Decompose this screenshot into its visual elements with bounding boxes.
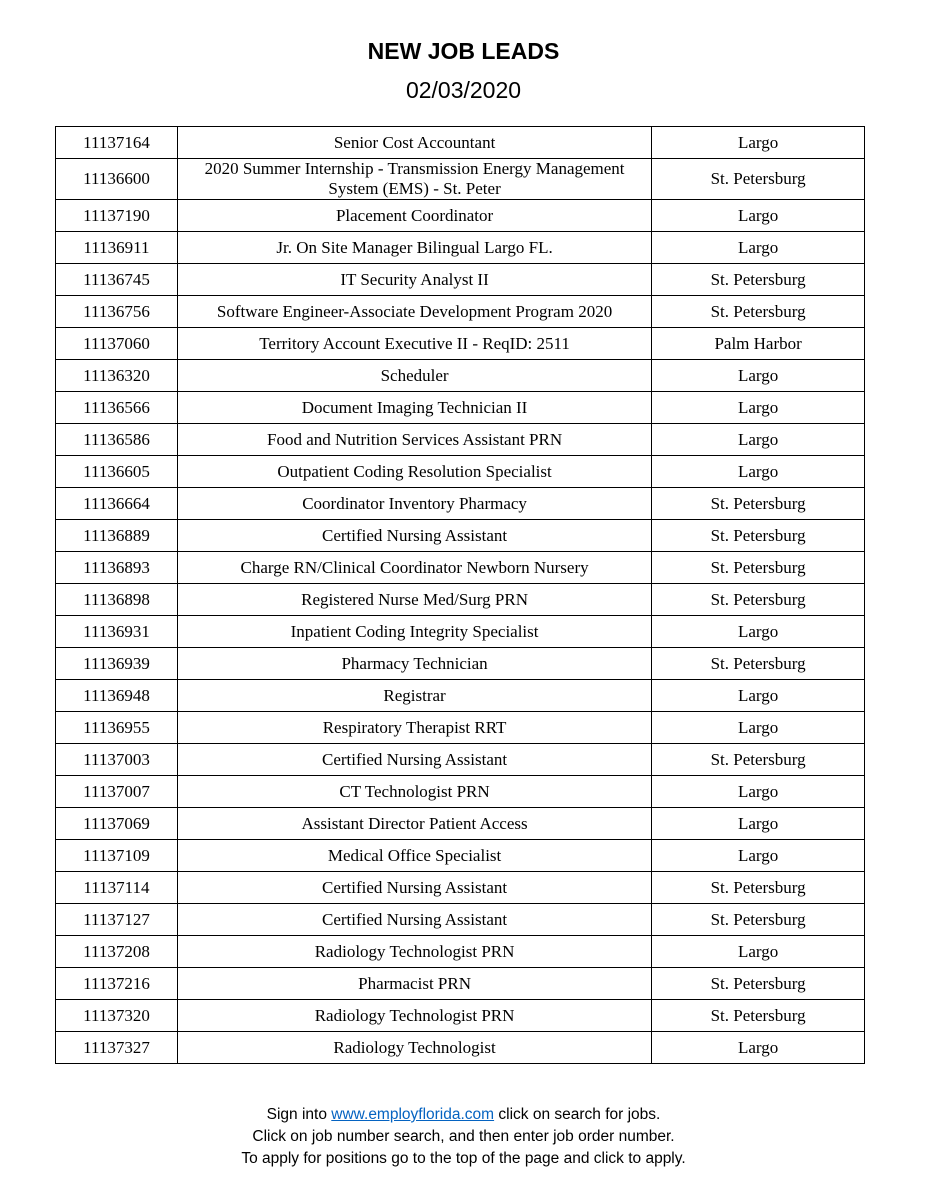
- job-location-cell: Largo: [652, 712, 865, 744]
- job-number-cell: 11137003: [56, 744, 178, 776]
- job-leads-body: [56, 127, 865, 1064]
- job-number-cell: 11137327: [56, 1032, 178, 1064]
- job-location-cell: St. Petersburg: [652, 584, 865, 616]
- job-location-cell: St. Petersburg: [652, 648, 865, 680]
- page-date: 02/03/2020: [405, 77, 522, 103]
- job-number-cell: 11137164: [56, 127, 178, 159]
- job-title-cell: Senior Cost Accountant: [177, 127, 651, 159]
- job-row: [56, 872, 865, 904]
- job-row: [56, 936, 865, 968]
- job-location-cell: St. Petersburg: [652, 744, 865, 776]
- instruction-line-2: Click on job number search, and then enter job order number.: [252, 1128, 675, 1145]
- job-location-cell: Largo: [652, 360, 865, 392]
- job-row: [56, 808, 865, 840]
- job-title-cell: IT Security Analyst II: [177, 264, 651, 296]
- job-location-cell: Largo: [652, 456, 865, 488]
- job-row: [56, 904, 865, 936]
- job-location-cell: St. Petersburg: [652, 296, 865, 328]
- job-number-cell: 11136893: [56, 552, 178, 584]
- job-row: [56, 616, 865, 648]
- job-row: [56, 968, 865, 1000]
- job-location-cell: Largo: [652, 232, 865, 264]
- job-title-cell: Medical Office Specialist: [177, 840, 651, 872]
- instruction-line-3: To apply for positions go to the top of the page and click to apply.: [241, 1150, 686, 1167]
- instructions-footer: [0, 1104, 927, 1170]
- job-number-cell: 11137320: [56, 1000, 178, 1032]
- job-location-cell: St. Petersburg: [652, 872, 865, 904]
- job-title-cell: Certified Nursing Assistant: [177, 744, 651, 776]
- job-title-cell: Outpatient Coding Resolution Specialist: [177, 456, 651, 488]
- job-location-cell: Largo: [652, 200, 865, 232]
- job-row: [56, 680, 865, 712]
- instruction-text: click on search for jobs.: [494, 1106, 661, 1123]
- job-row: [56, 392, 865, 424]
- job-title-cell: Respiratory Therapist RRT: [177, 712, 651, 744]
- job-number-cell: 11137060: [56, 328, 178, 360]
- job-title-cell: Certified Nursing Assistant: [177, 904, 651, 936]
- job-location-cell: St. Petersburg: [652, 1000, 865, 1032]
- job-row: [56, 264, 865, 296]
- job-leads-table: [55, 126, 865, 1064]
- job-number-cell: 11137114: [56, 872, 178, 904]
- job-row: [56, 232, 865, 264]
- job-number-cell: 11137109: [56, 840, 178, 872]
- job-row: [56, 1000, 865, 1032]
- job-title-cell: CT Technologist PRN: [177, 776, 651, 808]
- job-title-cell: Radiology Technologist: [177, 1032, 651, 1064]
- job-location-cell: Largo: [652, 936, 865, 968]
- job-title-cell: Certified Nursing Assistant: [177, 520, 651, 552]
- job-title-cell: Radiology Technologist PRN: [177, 1000, 651, 1032]
- job-row: [56, 712, 865, 744]
- job-number-cell: 11137190: [56, 200, 178, 232]
- job-row: [56, 648, 865, 680]
- job-number-cell: 11136664: [56, 488, 178, 520]
- job-title-cell: Pharmacist PRN: [177, 968, 651, 1000]
- job-row: [56, 584, 865, 616]
- job-row: [56, 424, 865, 456]
- job-row: [56, 296, 865, 328]
- job-title-cell: 2020 Summer Internship - Transmission Energy Management System (EMS) - St. Peter: [177, 159, 651, 200]
- job-title-cell: Radiology Technologist PRN: [177, 936, 651, 968]
- job-location-cell: St. Petersburg: [652, 159, 865, 200]
- job-number-cell: 11137069: [56, 808, 178, 840]
- job-title-cell: Territory Account Executive II - ReqID: 2511: [177, 328, 651, 360]
- job-number-cell: 11136586: [56, 424, 178, 456]
- job-location-cell: Largo: [652, 808, 865, 840]
- job-location-cell: St. Petersburg: [652, 520, 865, 552]
- job-title-cell: Inpatient Coding Integrity Specialist: [177, 616, 651, 648]
- employflorida-link[interactable]: www.employflorida.com: [331, 1106, 495, 1123]
- job-number-cell: 11136889: [56, 520, 178, 552]
- job-title-cell: Coordinator Inventory Pharmacy: [177, 488, 651, 520]
- job-number-cell: 11137007: [56, 776, 178, 808]
- job-number-cell: 11136756: [56, 296, 178, 328]
- job-title-cell: Document Imaging Technician II: [177, 392, 651, 424]
- job-row: [56, 456, 865, 488]
- job-location-cell: St. Petersburg: [652, 552, 865, 584]
- job-title-cell: Jr. On Site Manager Bilingual Largo FL.: [177, 232, 651, 264]
- job-location-cell: Largo: [652, 776, 865, 808]
- page-title: NEW JOB LEADS: [367, 38, 560, 64]
- job-row: [56, 776, 865, 808]
- job-number-cell: 11136939: [56, 648, 178, 680]
- instruction-text: Sign into: [266, 1106, 332, 1123]
- job-number-cell: 11137208: [56, 936, 178, 968]
- job-location-cell: Largo: [652, 1032, 865, 1064]
- job-number-cell: 11137127: [56, 904, 178, 936]
- job-number-cell: 11136898: [56, 584, 178, 616]
- job-location-cell: Largo: [652, 392, 865, 424]
- instruction-line-1: [0, 1104, 927, 1126]
- job-row: [56, 488, 865, 520]
- job-number-cell: 11136600: [56, 159, 178, 200]
- job-number-cell: 11136320: [56, 360, 178, 392]
- job-title-cell: Scheduler: [177, 360, 651, 392]
- job-row: [56, 159, 865, 200]
- job-row: [56, 328, 865, 360]
- job-number-cell: 11136605: [56, 456, 178, 488]
- job-number-cell: 11136745: [56, 264, 178, 296]
- job-number-cell: 11136931: [56, 616, 178, 648]
- job-title-cell: Pharmacy Technician: [177, 648, 651, 680]
- job-title-cell: Registered Nurse Med/Surg PRN: [177, 584, 651, 616]
- job-title-cell: Registrar: [177, 680, 651, 712]
- job-title-cell: Assistant Director Patient Access: [177, 808, 651, 840]
- job-location-cell: Largo: [652, 840, 865, 872]
- job-number-cell: 11136955: [56, 712, 178, 744]
- job-location-cell: St. Petersburg: [652, 264, 865, 296]
- job-number-cell: 11136911: [56, 232, 178, 264]
- job-row: [56, 200, 865, 232]
- job-number-cell: 11136566: [56, 392, 178, 424]
- job-row: [56, 360, 865, 392]
- job-row: [56, 1032, 865, 1064]
- job-location-cell: Largo: [652, 616, 865, 648]
- job-number-cell: 11137216: [56, 968, 178, 1000]
- job-title-cell: Food and Nutrition Services Assistant PRN: [177, 424, 651, 456]
- job-row: [56, 520, 865, 552]
- job-row: [56, 127, 865, 159]
- job-location-cell: St. Petersburg: [652, 968, 865, 1000]
- job-number-cell: 11136948: [56, 680, 178, 712]
- job-title-cell: Certified Nursing Assistant: [177, 872, 651, 904]
- job-title-cell: Software Engineer-Associate Development Program 2020: [177, 296, 651, 328]
- job-title-cell: Placement Coordinator: [177, 200, 651, 232]
- job-location-cell: Palm Harbor: [652, 328, 865, 360]
- job-location-cell: Largo: [652, 680, 865, 712]
- job-row: [56, 840, 865, 872]
- job-location-cell: St. Petersburg: [652, 904, 865, 936]
- job-location-cell: Largo: [652, 127, 865, 159]
- job-row: [56, 744, 865, 776]
- job-location-cell: St. Petersburg: [652, 488, 865, 520]
- job-title-cell: Charge RN/Clinical Coordinator Newborn Nursery: [177, 552, 651, 584]
- job-row: [56, 552, 865, 584]
- job-location-cell: Largo: [652, 424, 865, 456]
